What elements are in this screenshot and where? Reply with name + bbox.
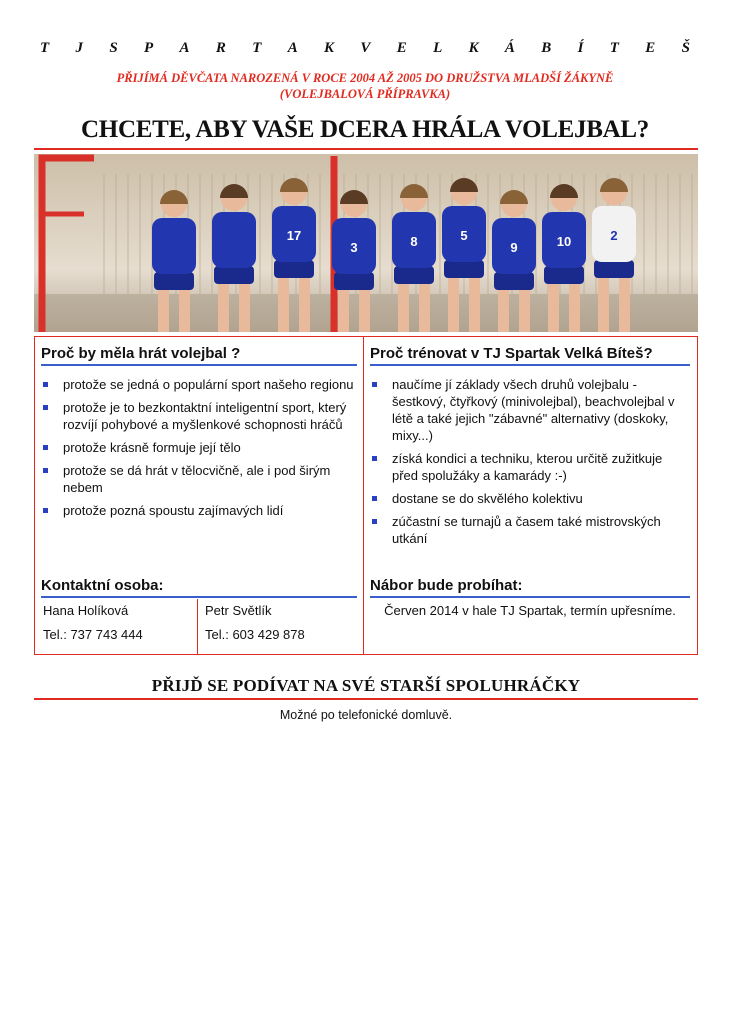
why-volleyball-section <box>41 337 357 525</box>
team-photo <box>34 154 698 332</box>
train-title-rule <box>370 364 690 366</box>
contact-name: Petr Světlík <box>205 603 272 618</box>
club-letter: Š <box>681 40 690 56</box>
subheadline <box>40 70 690 102</box>
club-letter: S <box>109 40 118 56</box>
club-name <box>40 40 690 57</box>
subhead-line-1: PŘIJÍMÁ DĚVČATA NAROZENÁ V ROCE 2004 AŽ 2005 DO DRUŽSTVA MLADŠÍ ŽÁKYNĚ <box>116 71 614 85</box>
list-item: protože je to bezkontaktní inteligentní sport, který rozvíjí pohybové a myšlenkové schopnosti hráčů <box>41 399 357 433</box>
club-letter: T <box>40 40 50 56</box>
list-item: protože se dá hrát v tělocvičně, ale i pod širým nebem <box>41 462 357 496</box>
footnote: Možné po telefonické domluvě. <box>279 708 453 722</box>
train-title: Proč trénovat v TJ Spartak Velká Bíteš? <box>370 345 653 362</box>
list-item: naučíme jí základy všech druhů volejbalu - šestkový, čtyřkový (minivolejbal), beachvolejbal v létě a také jejich "zábavné" alternativy (doskoky, mixy...) <box>370 376 690 444</box>
contact-phone: Tel.: 737 743 444 <box>43 627 143 642</box>
why-title: Proč by měla hrát volejbal ? <box>41 345 241 362</box>
club-letter: V <box>360 40 371 56</box>
club-letter: L <box>433 40 443 56</box>
why-title-rule <box>41 364 357 366</box>
club-letter: A <box>179 40 190 56</box>
list-item: zúčastní se turnajů a časem také mistrovských utkání <box>370 513 690 547</box>
why-list <box>41 376 357 519</box>
club-letter: E <box>396 40 407 56</box>
contact-title-rule <box>41 596 357 598</box>
headline-rule <box>34 148 698 150</box>
recruit-text: Červen 2014 v hale TJ Spartak, termín upřesníme. <box>384 603 676 618</box>
club-letter: K <box>468 40 479 56</box>
club-letter: A <box>287 40 298 56</box>
jersey-number: 5 <box>460 228 468 243</box>
headline: CHCETE, ABY VAŠE DCERA HRÁLA VOLEJBAL? <box>81 116 649 143</box>
club-letter: E <box>645 40 656 56</box>
jersey-number: 9 <box>510 240 518 255</box>
club-letter: P <box>144 40 154 56</box>
club-letter: B <box>541 40 552 56</box>
recruit-title-rule <box>370 596 690 598</box>
contact-phone: Tel.: 603 429 878 <box>205 627 305 642</box>
jersey-number: 3 <box>350 240 358 255</box>
contact-divider <box>197 599 198 655</box>
subhead-line-2: (VOLEJBALOVÁ PŘÍPRAVKA) <box>279 87 451 101</box>
contact-person-2 <box>205 599 305 647</box>
list-item: protože se jedná o populární sport našeho regionu <box>41 376 357 393</box>
club-letter: T <box>609 40 619 56</box>
club-letter: K <box>324 40 335 56</box>
contact-person-1 <box>43 599 143 647</box>
contact-title: Kontaktní osoba: <box>41 577 164 594</box>
jersey-number: 2 <box>610 228 618 243</box>
club-letter: J <box>75 40 83 56</box>
jersey-number: 17 <box>286 228 302 243</box>
list-item: dostane se do skvělého kolektivu <box>370 490 690 507</box>
list-item: získá kondici a techniku, kterou určitě zužitkuje před spolužáky a kamarády :-) <box>370 450 690 484</box>
club-letter: T <box>252 40 262 56</box>
jersey-number: 10 <box>556 234 572 249</box>
club-letter: R <box>215 40 226 56</box>
recruit-title: Nábor bude probíhat: <box>370 577 523 594</box>
call-to-action: PŘIJĎ SE PODÍVAT NA SVÉ STARŠÍ SPOLUHRÁČKY <box>151 676 581 695</box>
cta-rule <box>34 698 698 700</box>
why-train-section <box>370 337 690 553</box>
contact-name: Hana Holíková <box>43 603 129 618</box>
column-divider <box>363 337 364 654</box>
club-letter: Í <box>577 40 584 56</box>
jersey-number: 8 <box>410 234 418 249</box>
club-letter: Á <box>504 40 515 56</box>
list-item: protože krásně formuje její tělo <box>41 439 357 456</box>
train-list <box>370 376 690 547</box>
list-item: protože pozná spoustu zajímavých lidí <box>41 502 357 519</box>
info-box <box>34 336 698 655</box>
